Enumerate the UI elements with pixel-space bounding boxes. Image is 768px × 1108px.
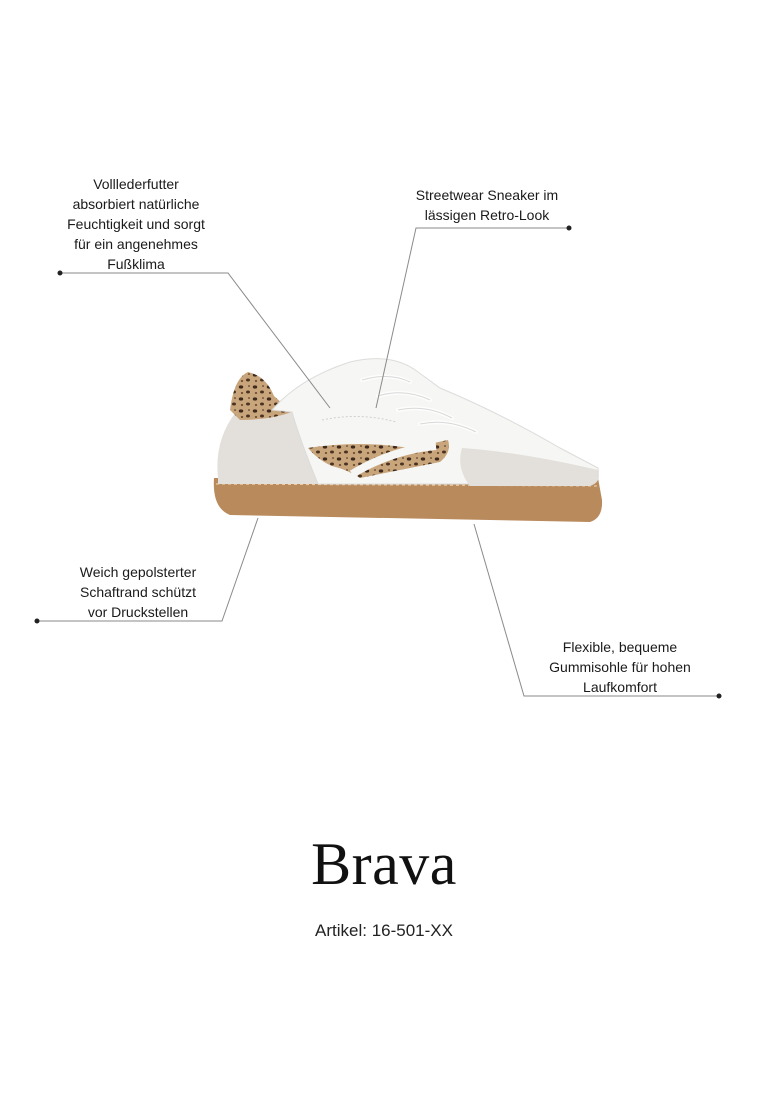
callout-padding-text: Weich gepolsterter Schaftrand schützt vor Druckstellen <box>79 564 197 620</box>
article-number <box>0 920 768 942</box>
product-title: Brava <box>311 831 457 897</box>
callout-sole-text: Flexible, bequeme Gummisohle für hohen Laufkomfort <box>549 639 691 695</box>
article-value: 16-501-XX <box>371 921 453 940</box>
callout-style-dot <box>567 226 572 231</box>
sneaker-image <box>214 359 602 522</box>
callout-padding-dot <box>35 619 40 624</box>
article-label: Artikel: <box>315 921 367 940</box>
callout-lining-dot <box>58 271 63 276</box>
callout-style-text: Streetwear Sneaker im lässigen Retro-Look <box>415 187 559 223</box>
callout-sole-dot <box>717 694 722 699</box>
callout-lining-text: Volllederfutter absorbiert natürliche Feuchtigkeit und sorgt für ein angenehmes Fußklima <box>67 176 205 272</box>
